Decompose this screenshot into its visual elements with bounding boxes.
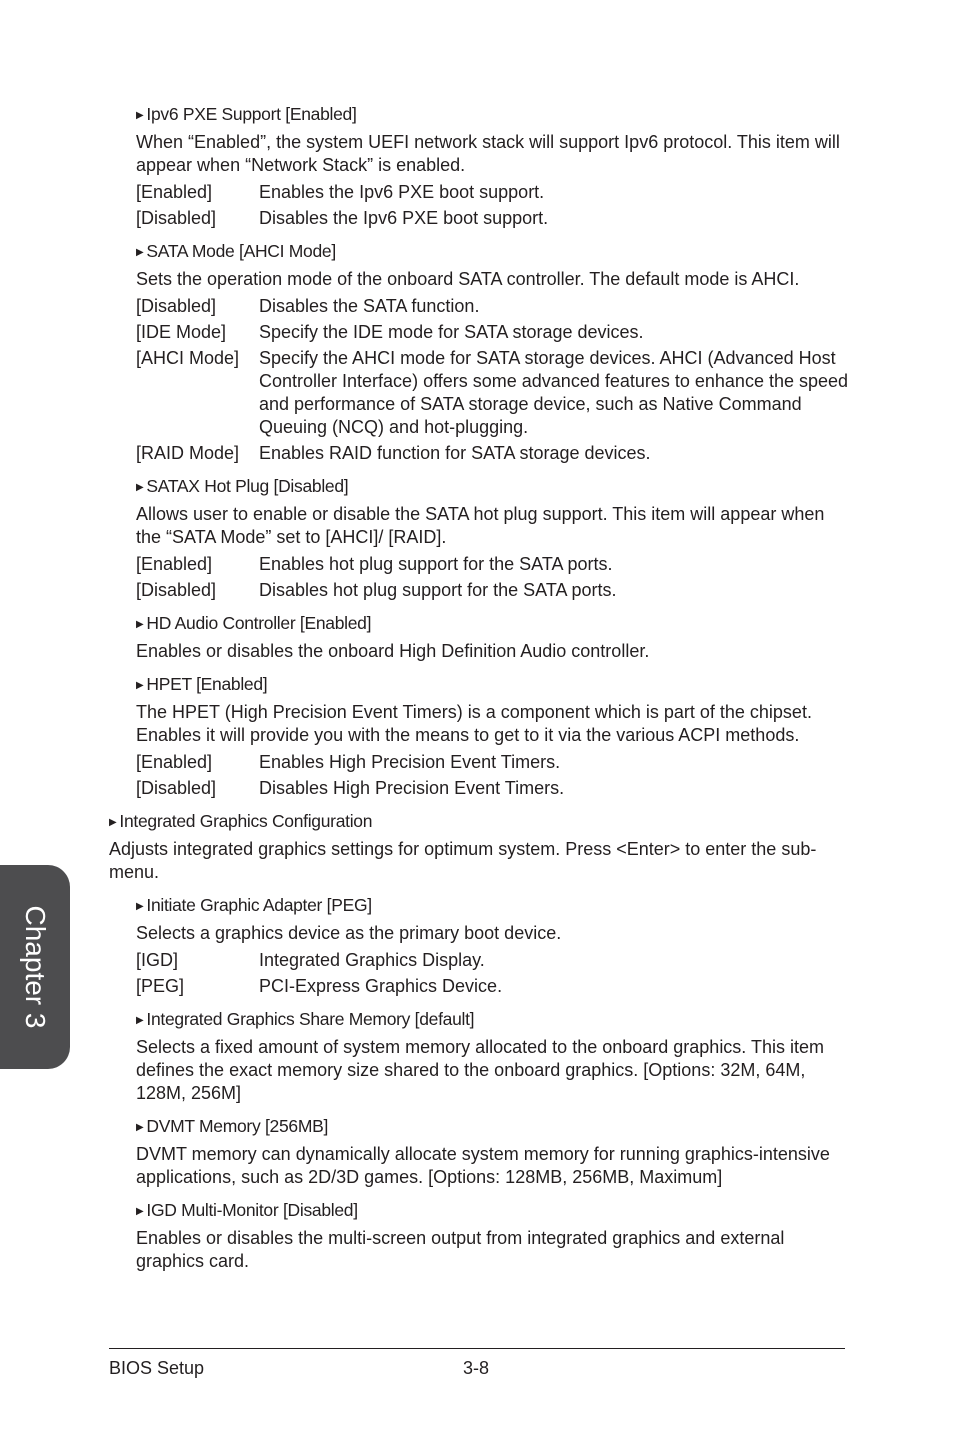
- option-row: [136, 751, 849, 774]
- triangle-bullet-icon: ▶: [136, 901, 144, 912]
- option-key: [Disabled]: [136, 580, 217, 600]
- option-description: Disables High Precision Event Timers.: [259, 778, 565, 798]
- item-description: Enables or disables the onboard High Definition Audio controller.: [136, 641, 650, 661]
- bios-item: [109, 1115, 849, 1189]
- option-key: [AHCI Mode]: [136, 348, 240, 368]
- item-title: HD Audio Controller [Enabled]: [146, 613, 372, 633]
- bios-item: [109, 894, 849, 998]
- item-title: DVMT Memory [256MB]: [146, 1116, 329, 1136]
- item-description: The HPET (High Precision Event Timers) is a component which is part of the chipset. Enables it will provide you with the means to get to it via the various ACPI methods.: [136, 702, 812, 745]
- option-row: [136, 949, 849, 972]
- triangle-bullet-icon: ▶: [136, 1015, 144, 1026]
- option-description: Enables High Precision Event Timers.: [259, 752, 561, 772]
- item-description: Allows user to enable or disable the SATA hot plug support. This item will appear when the “SATA Mode” set to [AHCI]/ [RAID].: [136, 504, 825, 547]
- bios-item: [109, 1199, 849, 1273]
- option-description: Disables hot plug support for the SATA ports.: [259, 580, 617, 600]
- item-title: SATA Mode [AHCI Mode]: [146, 241, 336, 261]
- footer-label: BIOS Setup: [109, 1358, 205, 1378]
- option-description: Disables the Ipv6 PXE boot support.: [259, 208, 549, 228]
- triangle-bullet-icon: ▶: [136, 1122, 144, 1133]
- item-title: Integrated Graphics Share Memory [default]: [146, 1009, 475, 1029]
- option-description: Enables RAID function for SATA storage devices.: [259, 443, 651, 463]
- bios-item: [109, 103, 849, 230]
- option-key: [RAID Mode]: [136, 443, 240, 463]
- item-description: When “Enabled”, the system UEFI network stack will support Ipv6 protocol. This item will appear when “Network Stack” is enabled.: [136, 132, 840, 175]
- option-description: Integrated Graphics Display.: [259, 950, 485, 970]
- page-content: [109, 103, 849, 1283]
- item-description: Selects a fixed amount of system memory allocated to the onboard graphics. This item defines the exact memory size shared to the onboard graphics. [Options: 32M, 64M, 128M, 256M]: [136, 1037, 824, 1103]
- option-key: [Disabled]: [136, 296, 217, 316]
- option-key: [Enabled]: [136, 182, 213, 202]
- item-title: IGD Multi-Monitor [Disabled]: [146, 1200, 358, 1220]
- bios-item: [109, 240, 849, 465]
- section-title: Integrated Graphics Configuration: [119, 811, 373, 831]
- option-description: Specify the AHCI mode for SATA storage devices. AHCI (Advanced Host Controller Interface) offers some advanced features to enhance the speed and performance of SATA storage device, such as Native Command Queuing (NCQ) and hot-plugging.: [259, 348, 849, 437]
- option-key: [Disabled]: [136, 778, 217, 798]
- option-description: Specify the IDE mode for SATA storage devices.: [259, 322, 644, 342]
- option-key: [IDE Mode]: [136, 322, 227, 342]
- option-description: Enables the Ipv6 PXE boot support.: [259, 182, 545, 202]
- option-row: [136, 442, 849, 465]
- bios-sub-item-list: [109, 894, 849, 1273]
- option-row: [136, 347, 849, 439]
- triangle-bullet-icon: ▶: [136, 110, 144, 121]
- item-description: Enables or disables the multi-screen output from integrated graphics and external graphics card.: [136, 1228, 785, 1271]
- triangle-bullet-icon: ▶: [136, 482, 144, 493]
- item-title: SATAX Hot Plug [Disabled]: [146, 476, 349, 496]
- option-row: [136, 975, 849, 998]
- triangle-bullet-icon: ▶: [136, 247, 144, 258]
- option-key: [Enabled]: [136, 752, 213, 772]
- item-title: Ipv6 PXE Support [Enabled]: [146, 104, 357, 124]
- triangle-bullet-icon: ▶: [136, 680, 144, 691]
- option-description: Disables the SATA function.: [259, 296, 480, 316]
- bios-item: [109, 612, 849, 663]
- page-number: 3-8: [463, 1358, 490, 1378]
- triangle-bullet-icon: ▶: [136, 619, 144, 630]
- option-key: [Disabled]: [136, 208, 217, 228]
- triangle-bullet-icon: ▶: [109, 817, 117, 828]
- option-description: Enables hot plug support for the SATA ports.: [259, 554, 613, 574]
- option-key: [PEG]: [136, 976, 185, 996]
- option-row: [136, 207, 849, 230]
- option-key: [Enabled]: [136, 554, 213, 574]
- item-title: HPET [Enabled]: [146, 674, 268, 694]
- option-description: PCI-Express Graphics Device.: [259, 976, 503, 996]
- chapter-tab: [0, 865, 70, 1069]
- footer-divider: [109, 1348, 845, 1349]
- option-row: [136, 553, 849, 576]
- bios-item-list: [109, 103, 849, 800]
- chapter-tab-label: Chapter 3: [20, 905, 51, 1029]
- bios-item: [109, 1008, 849, 1105]
- item-title: Initiate Graphic Adapter [PEG]: [146, 895, 372, 915]
- option-key: [IGD]: [136, 950, 179, 970]
- section-description: Adjusts integrated graphics settings for optimum system. Press <Enter> to enter the sub-menu.: [109, 839, 817, 882]
- section-integrated-graphics: [109, 810, 849, 884]
- bios-item: [109, 673, 849, 800]
- option-row: [136, 579, 849, 602]
- item-description: Selects a graphics device as the primary boot device.: [136, 923, 562, 943]
- option-row: [136, 295, 849, 318]
- triangle-bullet-icon: ▶: [136, 1206, 144, 1217]
- item-description: Sets the operation mode of the onboard SATA controller. The default mode is AHCI.: [136, 269, 800, 289]
- option-row: [136, 777, 849, 800]
- option-row: [136, 181, 849, 204]
- bios-item: [109, 475, 849, 602]
- option-row: [136, 321, 849, 344]
- item-description: DVMT memory can dynamically allocate system memory for running graphics-intensive applications, such as 2D/3D games. [Options: 128MB, 256MB, Maximum]: [136, 1144, 830, 1187]
